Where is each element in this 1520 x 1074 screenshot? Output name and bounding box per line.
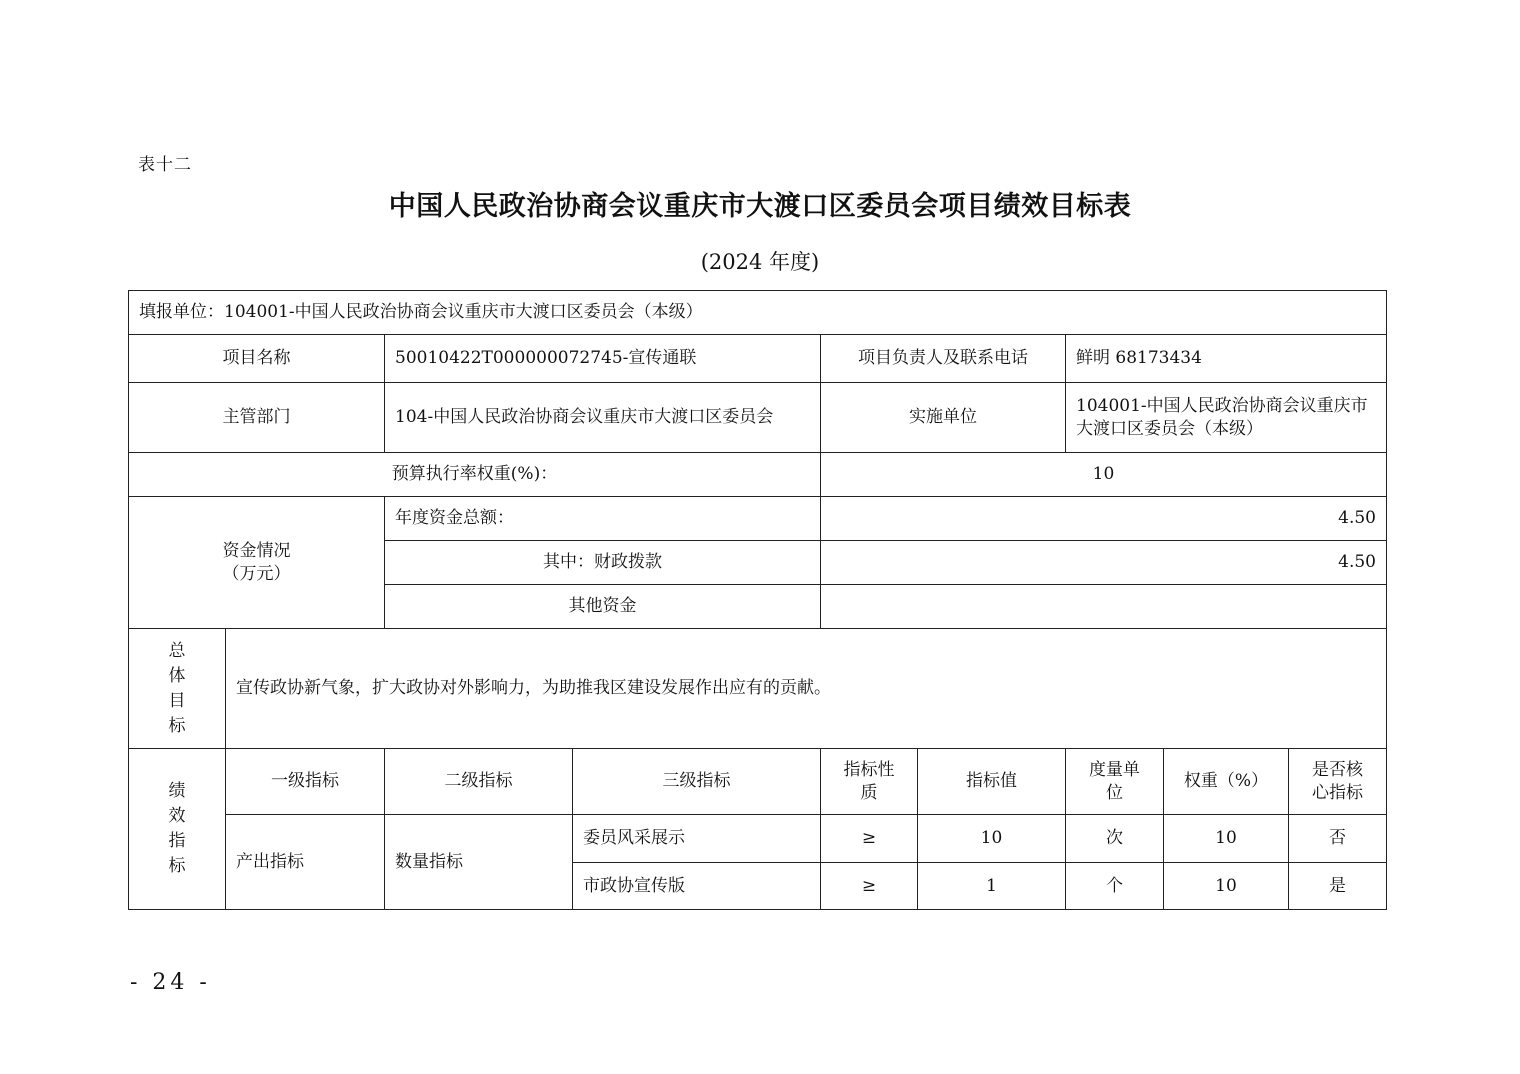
- document-year: (2024 年度): [700, 250, 820, 274]
- contact-label: 项目负责人及联系电话: [821, 335, 1066, 383]
- project-name-value: 50010422T000000072745-宣传通联: [385, 335, 821, 383]
- other-funds-label: 其他资金: [385, 585, 821, 629]
- annual-total-value: 4.50: [821, 497, 1387, 541]
- header-level2: 二级指标: [385, 749, 573, 815]
- department-row: [129, 383, 1387, 453]
- annual-total-label: 年度资金总额：: [385, 497, 821, 541]
- reporting-unit: 填报单位：104001-中国人民政治协商会议重庆市大渡口区委员会（本级）: [129, 291, 1387, 335]
- contact-value: 鲜明 68173434: [1066, 335, 1387, 383]
- header-unit-line2: 位: [1106, 782, 1123, 803]
- header-core-line1: 是否核: [1312, 759, 1363, 780]
- funds-label: [129, 497, 385, 629]
- perf-char: 标: [168, 856, 186, 876]
- impl-value: 104001-中国人民政治协商会议重庆市大渡口区委员会（本级）: [1066, 383, 1387, 453]
- indicator-weight: 10: [1164, 815, 1289, 863]
- goal-char: 目: [168, 690, 186, 711]
- reporting-unit-row: [129, 291, 1387, 335]
- header-level3: 三级指标: [573, 749, 821, 815]
- perf-char: 指: [168, 831, 186, 851]
- fiscal-label: 其中：财政拨款: [385, 541, 821, 585]
- fiscal-value: 4.50: [821, 541, 1387, 585]
- header-core-line2: 心指标: [1312, 782, 1363, 803]
- indicator-nature: ≥: [821, 863, 918, 910]
- document-title: 中国人民政治协商会议重庆市大渡口区委员会项目绩效目标表: [388, 191, 1132, 222]
- perf-char: 效: [168, 806, 186, 826]
- indicator-value: 1: [918, 863, 1066, 910]
- header-core: [1289, 749, 1387, 815]
- project-name-row: [129, 335, 1387, 383]
- indicator-weight: 10: [1164, 863, 1289, 910]
- budget-weight-row: [129, 453, 1387, 497]
- indicator-header-row: [129, 749, 1387, 815]
- header-weight: 权重（%）: [1164, 749, 1289, 815]
- funds-label-line1: 资金情况: [222, 540, 291, 561]
- indicator-name: 市政协宣传版: [573, 863, 821, 910]
- header-unit-line1: 度量单: [1089, 759, 1140, 780]
- indicator-unit: 次: [1066, 815, 1164, 863]
- page-number: - 24 -: [130, 970, 211, 995]
- indicator-value: 10: [918, 815, 1066, 863]
- budget-weight-value: 10: [821, 453, 1387, 497]
- header-nature-line1: 指标性: [843, 759, 895, 780]
- goal-char: 体: [168, 665, 186, 686]
- overall-goal-row: [129, 629, 1387, 749]
- overall-goal-label: [129, 629, 226, 749]
- performance-indicator-label: [129, 749, 226, 910]
- other-funds-value: [821, 585, 1387, 629]
- level2-indicator: 数量指标: [385, 815, 573, 910]
- perf-char: 绩: [168, 781, 186, 801]
- level1-indicator: 产出指标: [226, 815, 385, 910]
- indicator-core: 否: [1289, 815, 1387, 863]
- table-row: [129, 815, 1387, 863]
- indicator-core: 是: [1289, 863, 1387, 910]
- overall-goal-text: 宣传政协新气象，扩大政协对外影响力，为助推我区建设发展作出应有的贡献。: [226, 629, 1387, 749]
- annual-total-row: [129, 497, 1387, 541]
- indicator-nature: ≥: [821, 815, 918, 863]
- header-value: 指标值: [918, 749, 1066, 815]
- budget-weight-label: 预算执行率权重(%)：: [129, 453, 821, 497]
- project-name-label: 项目名称: [129, 335, 385, 383]
- indicator-name: 委员风采展示: [573, 815, 821, 863]
- header-nature-line2: 质: [860, 782, 878, 803]
- funds-label-line2: （万元）: [222, 563, 291, 584]
- header-nature: [821, 749, 918, 815]
- dept-label: 主管部门: [129, 383, 385, 453]
- indicator-unit: 个: [1066, 863, 1164, 910]
- goal-char: 总: [168, 640, 186, 661]
- table-label: 表十二: [138, 155, 192, 175]
- goal-char: 标: [168, 715, 186, 736]
- performance-target-table: [128, 290, 1387, 910]
- dept-value: 104-中国人民政治协商会议重庆市大渡口区委员会: [385, 383, 821, 453]
- impl-label: 实施单位: [821, 383, 1066, 453]
- header-unit: [1066, 749, 1164, 815]
- header-level1: 一级指标: [226, 749, 385, 815]
